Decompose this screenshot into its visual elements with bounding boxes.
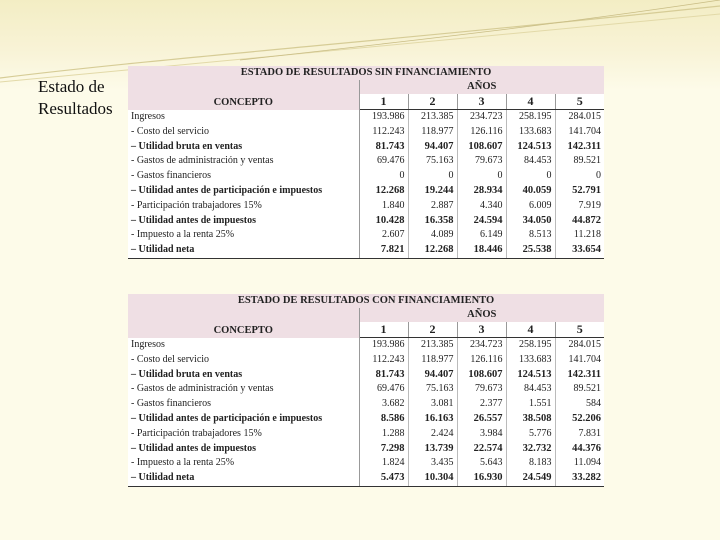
- income-statement-table-with-financing: [128, 294, 604, 487]
- row-value: 0: [359, 169, 408, 184]
- row-value: 16.930: [457, 471, 506, 486]
- row-value: 84.453: [506, 154, 555, 169]
- table-row: [128, 243, 604, 258]
- row-value: 8.513: [506, 228, 555, 243]
- row-value: 24.594: [457, 214, 506, 229]
- row-value: 112.243: [359, 353, 408, 368]
- row-value: 4.340: [457, 199, 506, 214]
- row-value: 38.508: [506, 412, 555, 427]
- header-row: [128, 80, 604, 94]
- row-value: 16.358: [408, 214, 457, 229]
- row-value: 28.934: [457, 184, 506, 199]
- row-value: 284.015: [555, 338, 604, 353]
- row-value: 10.428: [359, 214, 408, 229]
- year-header: 1: [359, 322, 408, 338]
- row-value: 5.776: [506, 427, 555, 442]
- table-row: [128, 125, 604, 140]
- row-value: 32.732: [506, 442, 555, 457]
- row-value: 2.424: [408, 427, 457, 442]
- row-label: - Costo del servicio: [128, 125, 359, 140]
- row-label: – Utilidad neta: [128, 471, 359, 486]
- row-value: 81.743: [359, 140, 408, 155]
- row-value: 52.791: [555, 184, 604, 199]
- row-value: 69.476: [359, 154, 408, 169]
- row-value: 44.872: [555, 214, 604, 229]
- table-row: [128, 427, 604, 442]
- row-value: 193.986: [359, 338, 408, 353]
- row-value: 0: [408, 169, 457, 184]
- row-value: 118.977: [408, 125, 457, 140]
- year-header: 3: [457, 322, 506, 338]
- row-value: 69.476: [359, 382, 408, 397]
- row-value: 124.513: [506, 140, 555, 155]
- year-header: 4: [506, 94, 555, 110]
- years-header: AÑOS: [359, 80, 604, 94]
- row-value: 11.094: [555, 456, 604, 471]
- table-row: [128, 228, 604, 243]
- row-value: 0: [457, 169, 506, 184]
- row-label: – Utilidad neta: [128, 243, 359, 258]
- row-value: 12.268: [359, 184, 408, 199]
- row-label: – Utilidad antes de impuestos: [128, 442, 359, 457]
- row-label: - Impuesto a la renta 25%: [128, 456, 359, 471]
- row-value: 18.446: [457, 243, 506, 258]
- income-statement-table-without-financing: [128, 66, 604, 259]
- row-value: 126.116: [457, 353, 506, 368]
- row-label: - Gastos de administración y ventas: [128, 382, 359, 397]
- table-row: [128, 382, 604, 397]
- row-value: 258.195: [506, 338, 555, 353]
- row-value: 1.551: [506, 397, 555, 412]
- year-header: 2: [408, 322, 457, 338]
- year-header: 3: [457, 94, 506, 110]
- row-label: - Impuesto a la renta 25%: [128, 228, 359, 243]
- table-row: [128, 184, 604, 199]
- row-label: – Utilidad antes de impuestos: [128, 214, 359, 229]
- row-value: 89.521: [555, 382, 604, 397]
- table-title-row: [128, 294, 604, 308]
- row-value: 5.473: [359, 471, 408, 486]
- row-value: 16.163: [408, 412, 457, 427]
- row-value: 11.218: [555, 228, 604, 243]
- row-value: 75.163: [408, 382, 457, 397]
- row-value: 1.288: [359, 427, 408, 442]
- row-value: 7.821: [359, 243, 408, 258]
- row-value: 3.984: [457, 427, 506, 442]
- year-header: 1: [359, 94, 408, 110]
- table-row: [128, 154, 604, 169]
- row-value: 124.513: [506, 368, 555, 383]
- row-value: 133.683: [506, 353, 555, 368]
- row-label: Ingresos: [128, 338, 359, 353]
- year-header: 2: [408, 94, 457, 110]
- row-value: 2.887: [408, 199, 457, 214]
- row-value: 234.723: [457, 338, 506, 353]
- row-value: 75.163: [408, 154, 457, 169]
- row-value: 112.243: [359, 125, 408, 140]
- row-value: 6.149: [457, 228, 506, 243]
- row-value: 133.683: [506, 125, 555, 140]
- row-value: 84.453: [506, 382, 555, 397]
- row-value: 1.824: [359, 456, 408, 471]
- table-row: [128, 471, 604, 486]
- row-value: 24.549: [506, 471, 555, 486]
- row-value: 2.377: [457, 397, 506, 412]
- slide-title: [38, 76, 128, 120]
- table-row: [128, 199, 604, 214]
- row-value: 258.195: [506, 110, 555, 125]
- row-value: 52.206: [555, 412, 604, 427]
- year-header: 5: [555, 322, 604, 338]
- row-value: 8.183: [506, 456, 555, 471]
- row-label: - Gastos financieros: [128, 397, 359, 412]
- row-value: 94.407: [408, 368, 457, 383]
- row-label: - Gastos de administración y ventas: [128, 154, 359, 169]
- concept-header: CONCEPTO: [128, 308, 359, 338]
- row-value: 94.407: [408, 140, 457, 155]
- row-value: 40.059: [506, 184, 555, 199]
- row-value: 25.538: [506, 243, 555, 258]
- row-value: 19.244: [408, 184, 457, 199]
- row-value: 1.840: [359, 199, 408, 214]
- row-value: 79.673: [457, 382, 506, 397]
- row-value: 7.919: [555, 199, 604, 214]
- row-value: 22.574: [457, 442, 506, 457]
- row-label: – Utilidad antes de participación e impuestos: [128, 184, 359, 199]
- table-row: [128, 353, 604, 368]
- table-row: [128, 338, 604, 353]
- row-value: 142.311: [555, 140, 604, 155]
- row-value: 8.586: [359, 412, 408, 427]
- row-value: 213.385: [408, 110, 457, 125]
- row-value: 4.089: [408, 228, 457, 243]
- year-header: 4: [506, 322, 555, 338]
- row-value: 284.015: [555, 110, 604, 125]
- row-value: 10.304: [408, 471, 457, 486]
- row-value: 108.607: [457, 140, 506, 155]
- row-value: 26.557: [457, 412, 506, 427]
- table-row: [128, 412, 604, 427]
- row-value: 33.282: [555, 471, 604, 486]
- years-header: AÑOS: [359, 308, 604, 322]
- table-title: ESTADO DE RESULTADOS CON FINANCIAMIENTO: [128, 294, 604, 308]
- row-value: 213.385: [408, 338, 457, 353]
- row-value: 141.704: [555, 125, 604, 140]
- row-label: - Gastos financieros: [128, 169, 359, 184]
- row-value: 13.739: [408, 442, 457, 457]
- row-value: 118.977: [408, 353, 457, 368]
- row-label: - Participación trabajadores 15%: [128, 199, 359, 214]
- table-row: [128, 397, 604, 412]
- concept-header: CONCEPTO: [128, 80, 359, 110]
- row-value: 234.723: [457, 110, 506, 125]
- row-label: Ingresos: [128, 110, 359, 125]
- row-value: 584: [555, 397, 604, 412]
- table-title-row: [128, 66, 604, 80]
- slide-title-line1: Estado de: [38, 77, 105, 96]
- row-value: 44.376: [555, 442, 604, 457]
- row-label: – Utilidad bruta en ventas: [128, 140, 359, 155]
- row-label: – Utilidad antes de participación e impuestos: [128, 412, 359, 427]
- table-row: [128, 456, 604, 471]
- table-row: [128, 368, 604, 383]
- row-value: 3.081: [408, 397, 457, 412]
- header-row: [128, 308, 604, 322]
- row-value: 79.673: [457, 154, 506, 169]
- row-value: 12.268: [408, 243, 457, 258]
- row-label: - Participación trabajadores 15%: [128, 427, 359, 442]
- row-label: - Costo del servicio: [128, 353, 359, 368]
- slide-title-line2: Resultados: [38, 99, 113, 118]
- row-value: 126.116: [457, 125, 506, 140]
- row-value: 193.986: [359, 110, 408, 125]
- row-value: 3.435: [408, 456, 457, 471]
- row-value: 2.607: [359, 228, 408, 243]
- row-value: 0: [555, 169, 604, 184]
- row-value: 141.704: [555, 353, 604, 368]
- row-value: 142.311: [555, 368, 604, 383]
- row-value: 81.743: [359, 368, 408, 383]
- row-value: 7.298: [359, 442, 408, 457]
- row-value: 33.654: [555, 243, 604, 258]
- row-value: 0: [506, 169, 555, 184]
- table-row: [128, 442, 604, 457]
- row-value: 7.831: [555, 427, 604, 442]
- table-title: ESTADO DE RESULTADOS SIN FINANCIAMIENTO: [128, 66, 604, 80]
- year-header: 5: [555, 94, 604, 110]
- table-row: [128, 214, 604, 229]
- row-value: 6.009: [506, 199, 555, 214]
- row-value: 89.521: [555, 154, 604, 169]
- table-row: [128, 140, 604, 155]
- table-row: [128, 110, 604, 125]
- row-value: 34.050: [506, 214, 555, 229]
- row-value: 108.607: [457, 368, 506, 383]
- table-row: [128, 169, 604, 184]
- row-value: 5.643: [457, 456, 506, 471]
- row-label: – Utilidad bruta en ventas: [128, 368, 359, 383]
- row-value: 3.682: [359, 397, 408, 412]
